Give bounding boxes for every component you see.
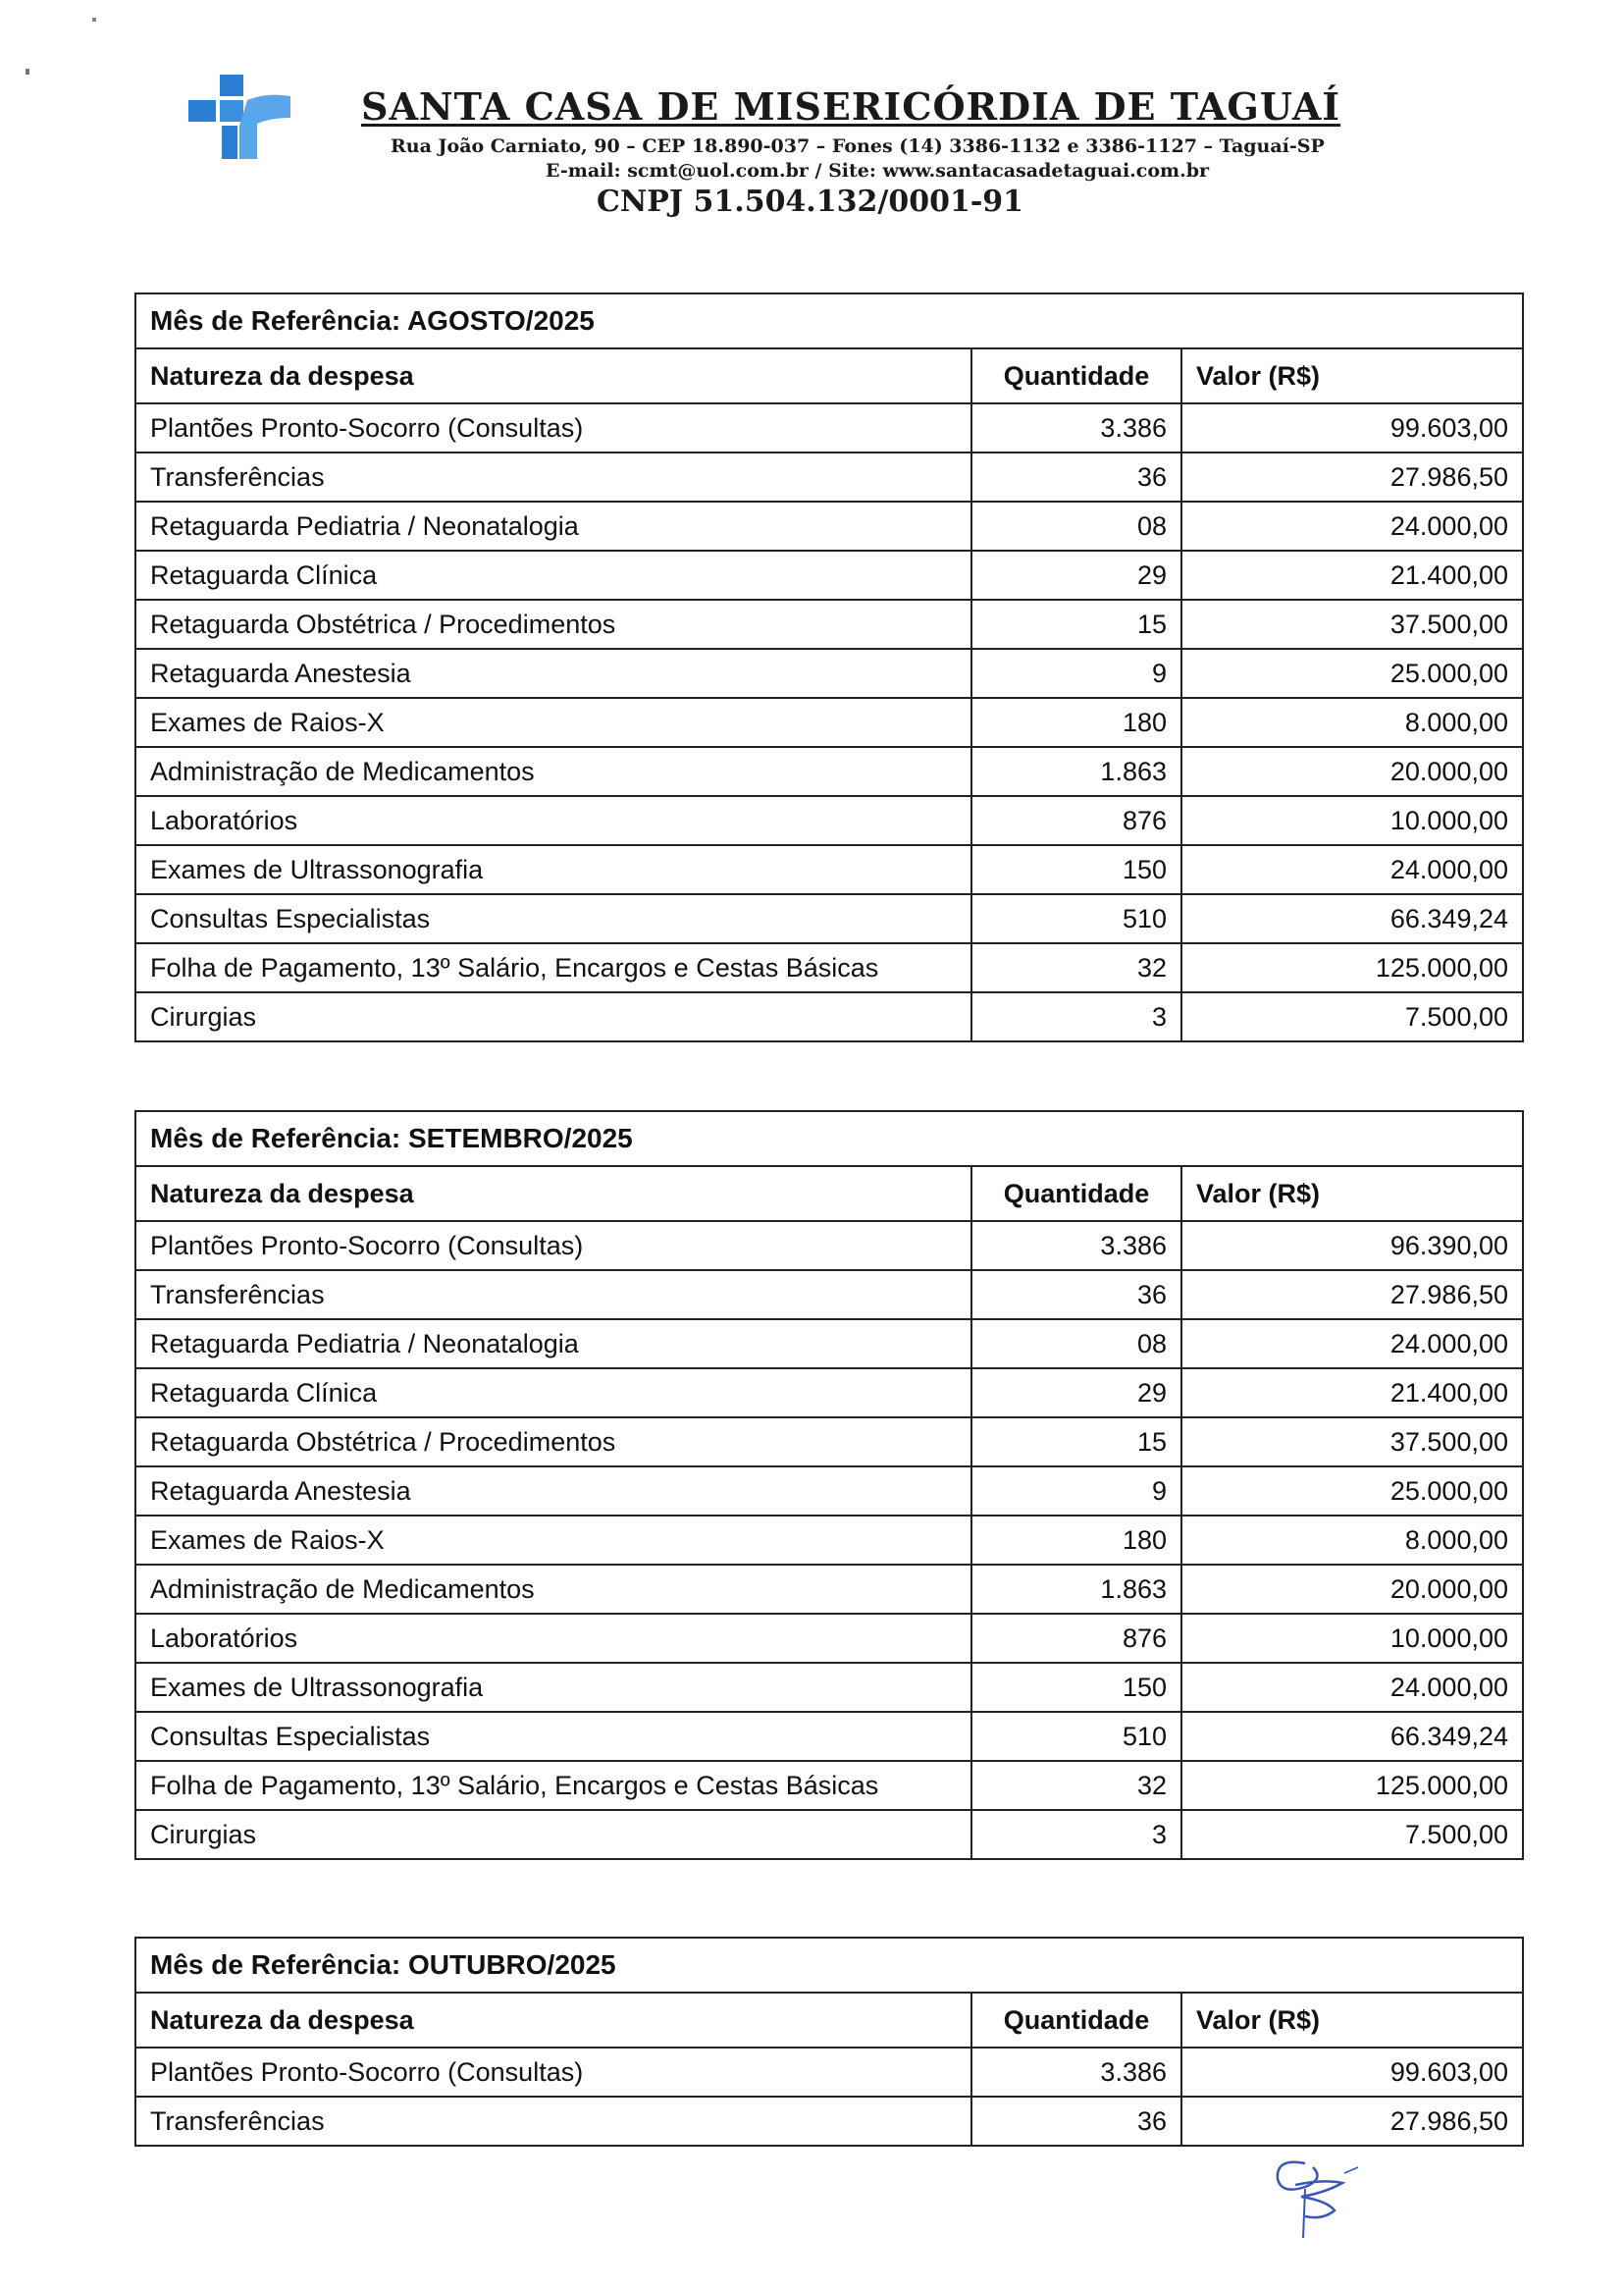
- value-cell: 125.000,00: [1181, 943, 1522, 992]
- quantity-cell: 876: [971, 1614, 1181, 1663]
- value-cell: 24.000,00: [1181, 502, 1522, 551]
- expense-nature-cell: Exames de Ultrassonografia: [136, 845, 971, 894]
- quantity-cell: 150: [971, 1663, 1181, 1712]
- expense-nature-cell: Retaguarda Anestesia: [136, 649, 971, 698]
- table-row: [136, 845, 1522, 894]
- value-cell: 10.000,00: [1181, 1614, 1522, 1663]
- expense-nature-cell: Exames de Raios-X: [136, 1516, 971, 1565]
- expense-nature-cell: Folha de Pagamento, 13º Salário, Encargos e Cestas Básicas: [136, 943, 971, 992]
- value-cell: 7.500,00: [1404, 1001, 1508, 1032]
- value-cell: 99.603,00: [1181, 2048, 1522, 2097]
- quantity-cell: 3.386: [971, 2048, 1181, 2097]
- table-row: [136, 894, 1522, 943]
- table-row: [136, 2048, 1522, 2097]
- expense-nature-cell: Cirurgias: [136, 992, 971, 1040]
- expense-nature-cell: Plantões Pronto-Socorro (Consultas): [136, 403, 971, 452]
- month-table-august: [134, 293, 1524, 1042]
- expense-nature-cell: Transferências: [136, 452, 971, 502]
- expense-nature-cell: Retaguarda Obstétrica / Procedimentos: [136, 600, 971, 649]
- table-row: [136, 1663, 1522, 1712]
- table-row: [136, 403, 1522, 452]
- value-cell: 66.349,24: [1181, 1712, 1522, 1761]
- value-cell: 25.000,00: [1181, 1466, 1522, 1516]
- expense-nature-cell: Laboratórios: [136, 1614, 971, 1663]
- column-header-quantity: Quantidade: [971, 1167, 1181, 1221]
- value-cell: 66.349,24: [1181, 894, 1522, 943]
- expense-nature-cell: Plantões Pronto-Socorro (Consultas): [136, 1221, 971, 1270]
- handwritten-signature: [1266, 2150, 1364, 2243]
- table-row: [136, 452, 1522, 502]
- month-reference-title: Mês de Referência: SETEMBRO/2025: [136, 1112, 1522, 1167]
- quantity-cell: 510: [971, 894, 1181, 943]
- quantity-cell: 29: [971, 1368, 1181, 1417]
- value-cell: 8.000,00: [1181, 1516, 1522, 1565]
- value-cell: 37.500,00: [1181, 600, 1522, 649]
- month-reference-title: Mês de Referência: AGOSTO/2025: [136, 294, 1522, 349]
- column-header-value: Valor (R$): [1181, 349, 1522, 403]
- table-row: [136, 551, 1522, 600]
- value-cell: 7.500,00: [1404, 1819, 1508, 1849]
- expense-table: [136, 1167, 1522, 1858]
- institution-cnpj: CNPJ 51.504.132/0001-91: [597, 185, 1024, 219]
- table-row: [136, 796, 1522, 845]
- quantity-cell: 9: [971, 649, 1181, 698]
- value-cell: 8.000,00: [1181, 698, 1522, 747]
- table-row: [136, 1565, 1522, 1614]
- institution-address: Rua João Carniato, 90 – CEP 18.890-037 – Fones (14) 3386-1132 e 3386-1127 – Taguaí-SP: [391, 135, 1325, 157]
- quantity-cell: 36: [971, 1270, 1181, 1319]
- quantity-cell: 15: [971, 600, 1181, 649]
- quantity-cell: 150: [971, 845, 1181, 894]
- quantity-cell: 3: [971, 1810, 1181, 1858]
- scan-speck: [92, 18, 96, 22]
- quantity-cell: 180: [971, 698, 1181, 747]
- table-row: [136, 1221, 1522, 1270]
- table-row: [136, 992, 1522, 1040]
- hospital-cross-logo: [188, 75, 290, 159]
- table-row: [136, 1270, 1522, 1319]
- column-header-value: Valor (R$): [1181, 1167, 1522, 1221]
- table-header-row: [136, 1994, 1522, 2048]
- value-cell: 27.986,50: [1181, 1270, 1522, 1319]
- table-row: [136, 502, 1522, 551]
- month-table-october: [134, 1937, 1524, 2147]
- value-cell: 24.000,00: [1181, 845, 1522, 894]
- value-cell: 21.400,00: [1181, 1368, 1522, 1417]
- month-table-september: [134, 1110, 1524, 1860]
- value-cell: 99.603,00: [1181, 403, 1522, 452]
- expense-nature-cell: Administração de Medicamentos: [136, 747, 971, 796]
- table-row: [136, 698, 1522, 747]
- value-cell: 24.000,00: [1181, 1319, 1522, 1368]
- quantity-cell: 08: [971, 1319, 1181, 1368]
- institution-name: SANTA CASA DE MISERICÓRDIA DE TAGUAÍ: [361, 84, 1341, 129]
- table-row: [136, 1712, 1522, 1761]
- column-header-quantity: Quantidade: [971, 349, 1181, 403]
- value-cell: 27.986,50: [1389, 2105, 1508, 2136]
- quantity-cell: 15: [971, 1417, 1181, 1466]
- value-cell: 20.000,00: [1181, 1565, 1522, 1614]
- expense-nature-cell: Consultas Especialistas: [136, 894, 971, 943]
- institution-contact: E-mail: scmt@uol.com.br / Site: www.santacasadetaguai.com.br: [546, 160, 1210, 182]
- table-row: [136, 2097, 1522, 2145]
- month-reference-title: Mês de Referência: OUTUBRO/2025: [136, 1939, 1522, 1994]
- column-header-quantity: Quantidade: [971, 1994, 1181, 2048]
- quantity-cell: 36: [971, 2097, 1181, 2145]
- table-row: [136, 1368, 1522, 1417]
- quantity-cell: 36: [971, 452, 1181, 502]
- expense-nature-cell: Folha de Pagamento, 13º Salário, Encargos e Cestas Básicas: [136, 1761, 971, 1810]
- table-row: [136, 1516, 1522, 1565]
- expense-nature-cell: Retaguarda Clínica: [136, 1368, 971, 1417]
- table-row: [136, 1466, 1522, 1516]
- expense-nature-cell: Retaguarda Obstétrica / Procedimentos: [136, 1417, 971, 1466]
- table-row: [136, 1614, 1522, 1663]
- table-row: [136, 600, 1522, 649]
- quantity-cell: 510: [971, 1712, 1181, 1761]
- value-cell: 27.986,50: [1181, 452, 1522, 502]
- table-row: [136, 1810, 1522, 1858]
- expense-nature-cell: Plantões Pronto-Socorro (Consultas): [136, 2048, 971, 2097]
- expense-table: [136, 349, 1522, 1040]
- expense-nature-cell: Retaguarda Anestesia: [136, 1466, 971, 1516]
- table-header-row: [136, 1167, 1522, 1221]
- value-cell: 24.000,00: [1181, 1663, 1522, 1712]
- quantity-cell: 180: [971, 1516, 1181, 1565]
- column-header-value: Valor (R$): [1181, 1994, 1522, 2048]
- expense-nature-cell: Exames de Raios-X: [136, 698, 971, 747]
- quantity-cell: 9: [971, 1466, 1181, 1516]
- table-row: [136, 1319, 1522, 1368]
- quantity-cell: 32: [971, 943, 1181, 992]
- expense-nature-cell: Consultas Especialistas: [136, 1712, 971, 1761]
- table-row: [136, 943, 1522, 992]
- value-cell: 21.400,00: [1181, 551, 1522, 600]
- value-cell: 37.500,00: [1181, 1417, 1522, 1466]
- table-row: [136, 1417, 1522, 1466]
- table-row: [136, 747, 1522, 796]
- table-row: [136, 1761, 1522, 1810]
- expense-table: [136, 1994, 1522, 2145]
- column-header-nature: Natureza da despesa: [136, 349, 971, 403]
- letterhead: [361, 84, 1470, 219]
- value-cell: 125.000,00: [1181, 1761, 1522, 1810]
- quantity-cell: 08: [971, 502, 1181, 551]
- column-header-nature: Natureza da despesa: [136, 1167, 971, 1221]
- expense-nature-cell: Exames de Ultrassonografia: [136, 1663, 971, 1712]
- value-cell: 25.000,00: [1181, 649, 1522, 698]
- table-header-row: [136, 349, 1522, 403]
- value-cell: 20.000,00: [1181, 747, 1522, 796]
- table-row: [136, 649, 1522, 698]
- value-cell: 10.000,00: [1181, 796, 1522, 845]
- expense-nature-cell: Laboratórios: [136, 796, 971, 845]
- value-cell: 96.390,00: [1181, 1221, 1522, 1270]
- expense-nature-cell: Transferências: [136, 2097, 971, 2145]
- column-header-nature: Natureza da despesa: [136, 1994, 971, 2048]
- expense-nature-cell: Retaguarda Pediatria / Neonatalogia: [136, 502, 971, 551]
- expense-nature-cell: Administração de Medicamentos: [136, 1565, 971, 1614]
- expense-nature-cell: Cirurgias: [136, 1810, 971, 1858]
- quantity-cell: 1.863: [971, 1565, 1181, 1614]
- scan-speck: [26, 69, 29, 75]
- quantity-cell: 3.386: [971, 1221, 1181, 1270]
- expense-nature-cell: Transferências: [136, 1270, 971, 1319]
- quantity-cell: 3: [971, 992, 1181, 1040]
- quantity-cell: 29: [971, 551, 1181, 600]
- quantity-cell: 876: [971, 796, 1181, 845]
- expense-nature-cell: Retaguarda Clínica: [136, 551, 971, 600]
- quantity-cell: 1.863: [971, 747, 1181, 796]
- quantity-cell: 32: [971, 1761, 1181, 1810]
- expense-nature-cell: Retaguarda Pediatria / Neonatalogia: [136, 1319, 971, 1368]
- quantity-cell: 3.386: [971, 403, 1181, 452]
